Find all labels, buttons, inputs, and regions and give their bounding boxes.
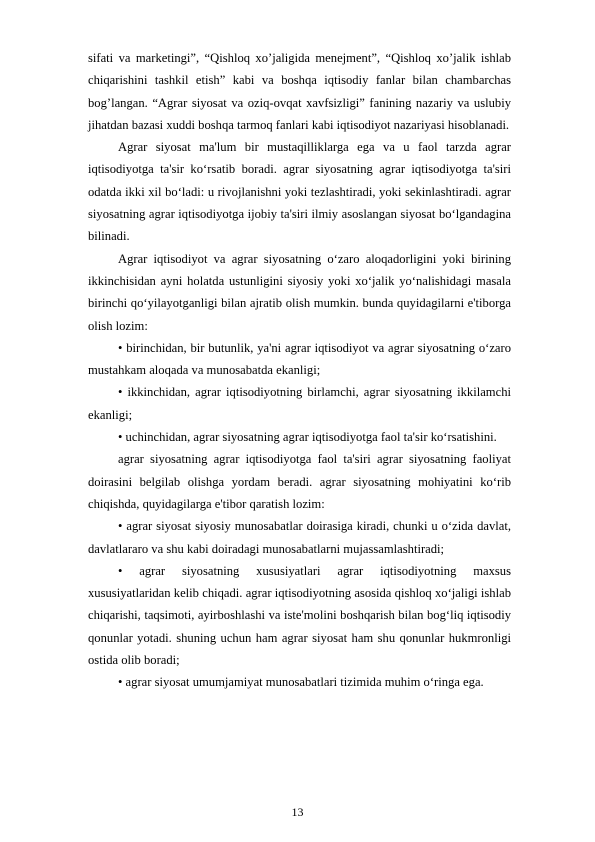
bullet-paragraph: • birinchidan, bir butunlik, ya'ni agrar iqtisodiyot va agrar siyosatning o‘zaro mustahkam aloqada va munosabatda ekanligi; — [88, 340, 511, 378]
page-number: 13 — [291, 805, 304, 819]
bullet-paragraph: • agrar siyosat umumjamiyat munosabatlari tizimida muhim o‘ringa ega. — [118, 675, 484, 690]
paragraph: sifati va marketingi”, “Qishloq xo’jaligida menejment”, “Qishloq xo’jalik ishlab chiqarishini tashkil etish” kabi va boshqa iqtisodiy fanlar bilan chambarchas bog’langan. “Agrar siyosat va oziq-ovqat xavfsizligi” fanining nazariy va uslubiy jihatdan bazasi xuddi boshqa tarmoq fanlari kabi iqtisodiyot nazariyasi hisoblanadi. — [88, 51, 511, 132]
document-body — [88, 47, 511, 694]
bullet-paragraph: • ikkinchidan, agrar iqtisodiyotning birlamchi, agrar siyosatning ikkilamchi ekanligi; — [88, 385, 511, 422]
paragraph: Agrar iqtisodiyot va agrar siyosatning o‘zaro aloqadorligini yoki birining ikkinchisidan ayni holatda ustunligini siyosiy yoki xo‘jalik yo‘nalishidagi masala birinchi qo‘yilayotganligi bilan ajratib olish mumkin. bunda quyidagilarni e'tiborga olish lozim: — [88, 251, 511, 333]
bullet-paragraph: • agrar siyosat siyosiy munosabatlar doirasiga kiradi, chunki u o‘zida davlat, davlatlararo va shu kabi doiradagi munosabatlarni mujassamlashtiradi; — [88, 519, 511, 556]
paragraph: agrar siyosatning agrar iqtisodiyotga faol ta'siri agrar siyosatning faoliyat doirasini belgilab olishga yordam beradi. agrar siyosatning mohiyatini ko‘rib chiqishda, quyidagilarga e'tibor qaratish lozim: — [88, 452, 511, 511]
bullet-paragraph: • uchinchidan, agrar siyosatning agrar iqtisodiyotga faol ta'sir ko‘rsatishini. — [118, 430, 497, 445]
bullet-paragraph: • agrar siyosatning xususiyatlari agrar iqtisodiyotning maxsus xususiyatlaridan kelib chiqadi. agrar iqtisodiyotning asosida qishloq xo‘jaligi ishlab chiqarishi, taqsimoti, ayirboshlashi va iste'molini boshqarish bilan bog‘liq iqtisodiy qonunlar yotadi. shuning uchun ham agrar siyosat ham shu qonunlar hukmronligi ostida olib boradi; — [88, 563, 511, 668]
paragraph: Agrar siyosat ma'lum bir mustaqilliklarga ega va u faol tarzda agrar iqtisodiyotga ta'sir ko‘rsatib boradi. agrar siyosatning agrar iqtisodiyotga ta'siri odatda ikki xil bo‘ladi: u rivojlanishni yoki tezlashtiradi, yoki sekinlashtiradi. agrar siyosatning agrar iqtisodiyotga ijobiy ta'siri ilmiy asoslangan siyosat bo‘lgandagina bilinadi. — [88, 140, 511, 244]
